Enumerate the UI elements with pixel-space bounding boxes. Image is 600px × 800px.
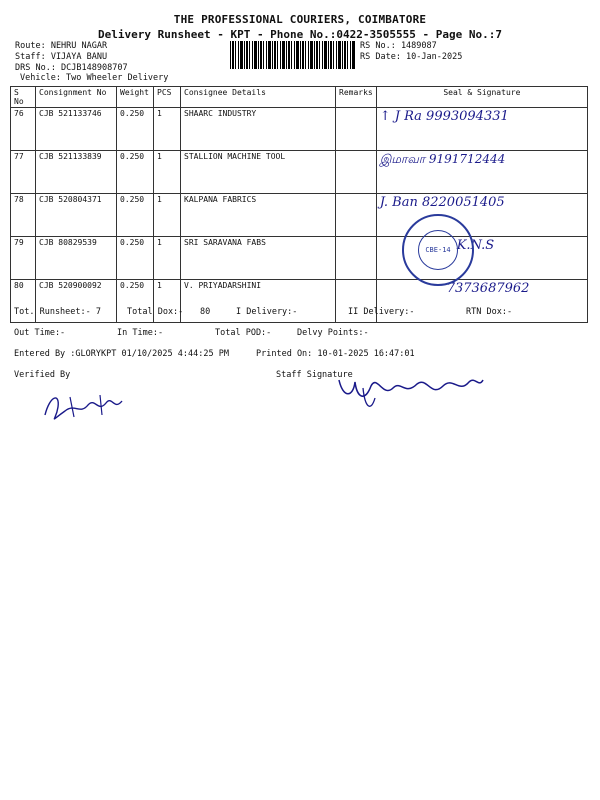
- cell-pcs: 1: [154, 194, 181, 237]
- stamp-center-text: CBE-14: [418, 230, 458, 270]
- cell-consignee: SRI SARAVANA FABS: [181, 237, 336, 280]
- i-delivery-label: I Delivery:-: [236, 307, 298, 317]
- verifier-signature-drawing: [40, 385, 130, 425]
- cell-remarks: [336, 108, 377, 151]
- cell-consignment: CJB 520804371: [36, 194, 117, 237]
- table-row: [11, 237, 588, 280]
- total-pod-label: Total POD:-: [215, 328, 272, 338]
- cell-sno: 78: [11, 194, 36, 237]
- barcode: [230, 41, 355, 69]
- cell-consignment: CJB 80829539: [36, 237, 117, 280]
- cell-weight: 0.250: [117, 280, 154, 323]
- entered-by: Entered By :GLORYKPT 01/10/2025 4:44:25 PM: [14, 349, 229, 359]
- cell-weight: 0.250: [117, 237, 154, 280]
- col-seal-signature: Seal & Signature: [376, 87, 587, 108]
- table-row: [11, 108, 588, 151]
- out-time-label: Out Time:-: [14, 328, 66, 338]
- cell-sno: 76: [11, 108, 36, 151]
- rs-date-label: RS Date: 10-Jan-2025: [360, 52, 463, 62]
- col-weight: Weight: [117, 87, 154, 108]
- table-row: [11, 151, 588, 194]
- staff-label: Staff: VIJAYA BANU: [15, 52, 108, 62]
- table-header-row: [11, 87, 588, 108]
- col-remarks: Remarks: [336, 87, 377, 108]
- cell-signature: [376, 108, 587, 151]
- cell-weight: 0.250: [117, 151, 154, 194]
- cell-pcs: 1: [154, 280, 181, 323]
- handwritten-signature: J. Ban 8220051405: [379, 195, 505, 210]
- col-consignment: Consignment No: [36, 87, 117, 108]
- cell-sno: 80: [11, 280, 36, 323]
- company-seal-stamp: [402, 214, 474, 286]
- handwritten-signature: K.N.S: [456, 238, 495, 253]
- tot-runsheet: Tot. Runsheet:- 7: [14, 307, 101, 317]
- cell-sno: 79: [11, 237, 36, 280]
- rtn-dox-label: RTN Dox:-: [466, 307, 513, 317]
- cell-consignee: KALPANA FABRICS: [181, 194, 336, 237]
- in-time-label: In Time:-: [117, 328, 164, 338]
- handwritten-signature: இமாவா 9191712444: [379, 152, 506, 166]
- col-consignee: Consignee Details: [181, 87, 336, 108]
- staff-signature-label: Staff Signature: [276, 370, 353, 380]
- total-dox-label: Total Dox:-: [127, 307, 184, 317]
- cell-consignee: SHAARC INDUSTRY: [181, 108, 336, 151]
- runsheet-table: [10, 86, 588, 323]
- drs-label: DRS No.: DCJB148908707: [15, 63, 128, 73]
- table-row: [11, 194, 588, 237]
- handwritten-signature: 7373687962: [446, 281, 530, 296]
- col-pcs: PCS: [154, 87, 181, 108]
- cell-consignee: STALLION MACHINE TOOL: [181, 151, 336, 194]
- runsheet-subtitle: Delivery Runsheet - KPT - Phone No.:0422-3505555 - Page No.:7: [98, 28, 502, 41]
- staff-signature-drawing: [335, 368, 485, 413]
- total-dox-value: 80: [200, 307, 211, 317]
- rs-no-label: RS No.: 1489087: [360, 41, 437, 51]
- cell-consignment: CJB 521133839: [36, 151, 117, 194]
- cell-remarks: [336, 194, 377, 237]
- ii-delivery-label: II Delivery:-: [348, 307, 415, 317]
- cell-remarks: [336, 237, 377, 280]
- verified-by-label: Verified By: [14, 370, 71, 380]
- cell-consignee: V. PRIYADARSHINI: [181, 280, 336, 323]
- company-title: THE PROFESSIONAL COURIERS, COIMBATORE: [173, 13, 427, 26]
- vehicle-label: Vehicle: Two Wheeler Delivery: [20, 73, 169, 83]
- cell-sno: 77: [11, 151, 36, 194]
- cell-pcs: 1: [154, 151, 181, 194]
- cell-pcs: 1: [154, 237, 181, 280]
- handwritten-signature: ↑ J Ra 9993094331: [379, 109, 509, 124]
- route-label: Route: NEHRU NAGAR: [15, 41, 108, 51]
- cell-weight: 0.250: [117, 108, 154, 151]
- col-sno: S No: [11, 87, 36, 108]
- cell-weight: 0.250: [117, 194, 154, 237]
- delvy-points-label: Delvy Points:-: [297, 328, 369, 338]
- cell-consignment: CJB 521133746: [36, 108, 117, 151]
- cell-signature: [376, 151, 587, 194]
- printed-on: Printed On: 10-01-2025 16:47:01: [256, 349, 415, 359]
- cell-consignment: CJB 520900092: [36, 280, 117, 323]
- cell-pcs: 1: [154, 108, 181, 151]
- cell-remarks: [336, 151, 377, 194]
